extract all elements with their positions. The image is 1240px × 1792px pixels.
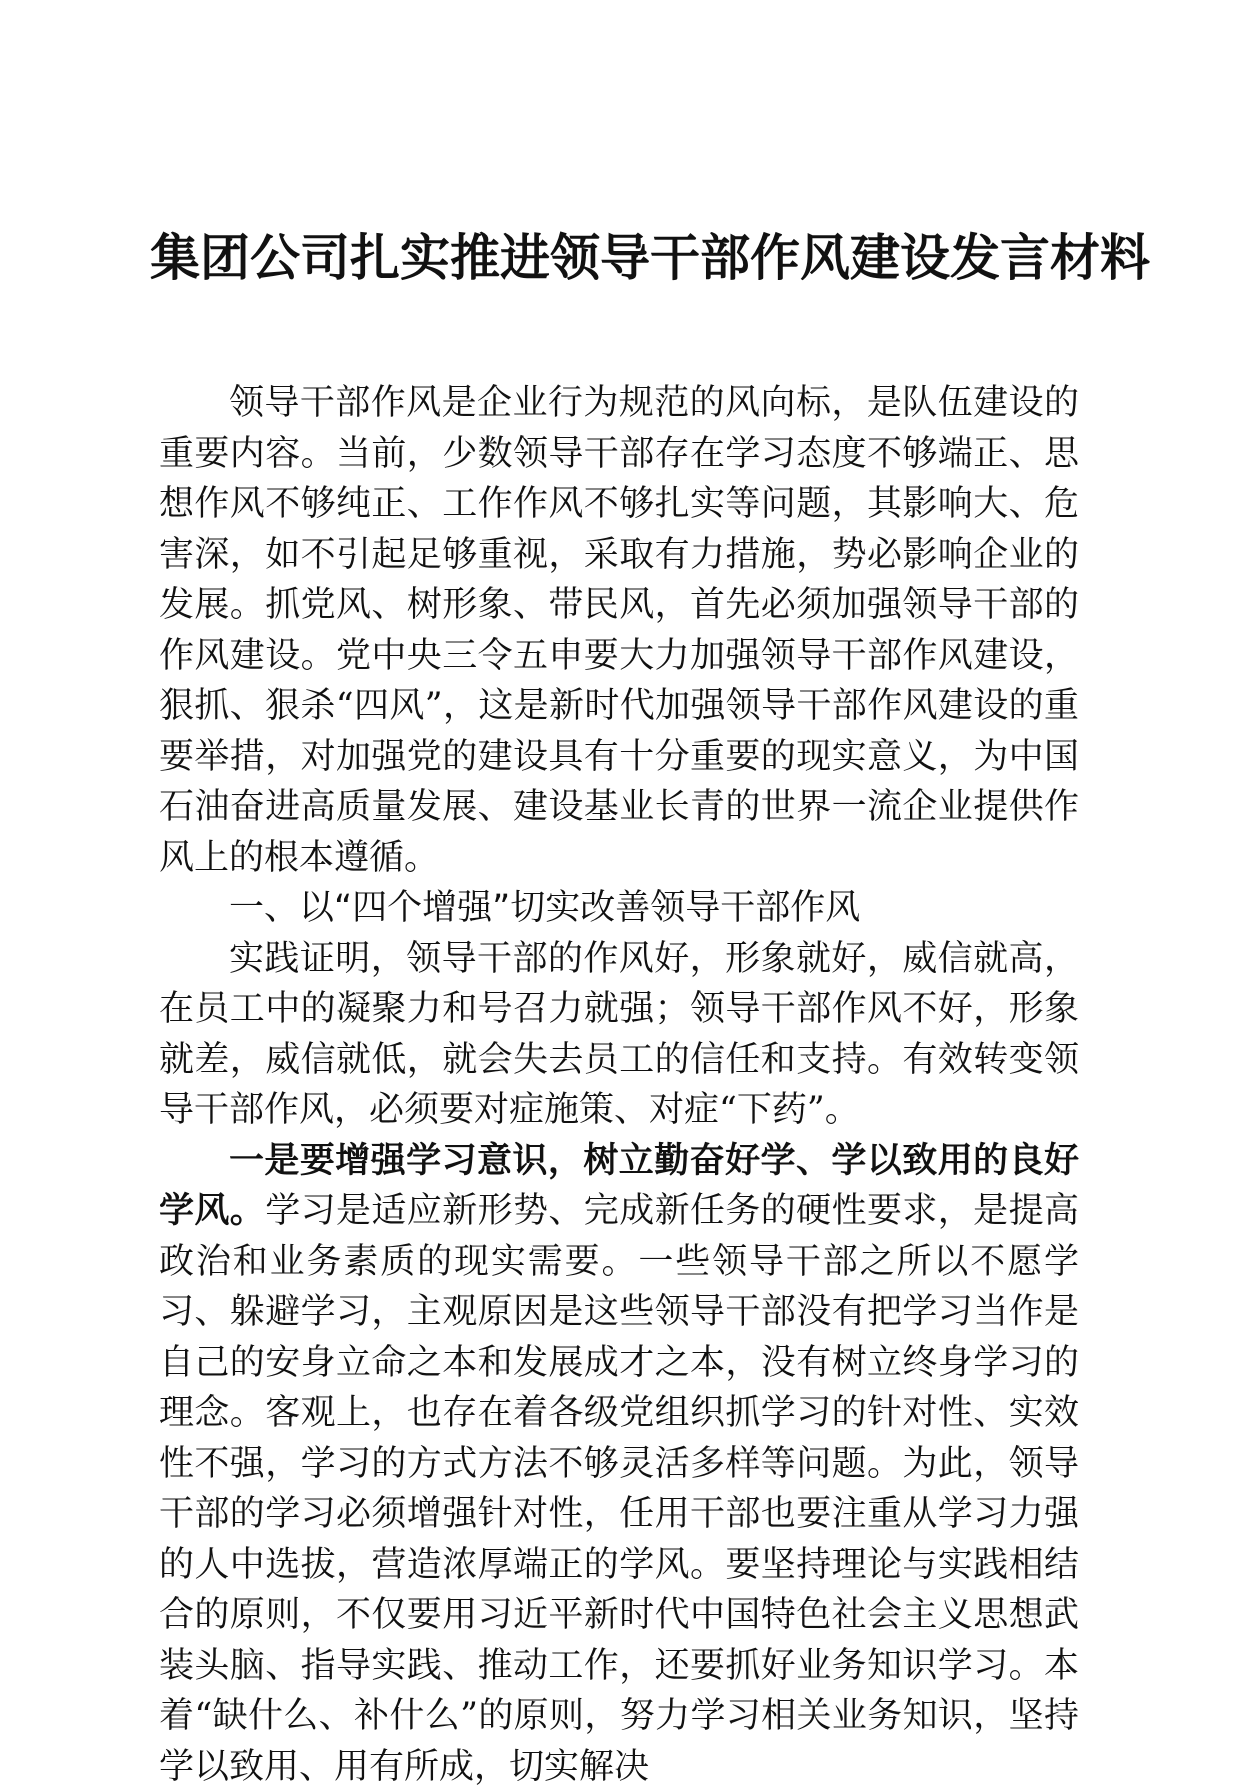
document-title: 集团公司扎实推进领导干部作风建设发言材料 <box>150 228 1090 288</box>
section-heading: 一、以“四个增强”切实改善领导干部作风 <box>159 883 1079 934</box>
intro-paragraph: 领导干部作风是企业行为规范的风向标，是队伍建设的重要内容。当前，少数领导干部存在学习态度不够端正、思想作风不够纯正、工作作风不够扎实等问题，其影响大、危害深，如不引起足够重视，采取有力措施，势必影响企业的发展。抓党风、树形象、带民风，首先必须加强领导干部的作风建设。党中央三令五申要大力加强领导干部作风建设，狠抓、狠杀“四风”，这是新时代加强领导干部作风建设的重要举措，对加强党的建设具有十分重要的现实意义，为中国石油奋进高质量发展、建设基业长青的世界一流企业提供作风上的根本遵循。 <box>159 378 1079 883</box>
section-paragraph: 实践证明，领导干部的作风好，形象就好，威信就高，在员工中的凝聚力和号召力就强；领导干部作风不好，形象就差，威信就低，就会失去员工的信任和支持。有效转变领导干部作风，必须要对症施策、对症“下药”。 <box>159 934 1079 1136</box>
point-one-text: 学习是适应新形势、完成新任务的硬性要求，是提高政治和业务素质的现实需要。一些领导干部之所以不愿学习、躲避学习，主观原因是这些领导干部没有把学习当作是自己的安身立命之本和发展成才之本，没有树立终身学习的理念。客观上，也存在着各级党组织抓学习的针对性、实效性不强，学习的方式方法不够灵活多样等问题。为此，领导干部的学习必须增强针对性，任用干部也要注重从学习力强的人中选拔，营造浓厚端正的学风。要坚持理论与实践相结合的原则，不仅要用习近平新时代中国特色社会主义思想武装头脑、指导实践、推动工作，还要抓好业务知识学习。本着“缺什么、补什么”的原则，努力学习相关业务知识，坚持学以致用、用有所成，切实解决 <box>159 1191 1079 1787</box>
point-one-paragraph <box>159 1136 1079 1792</box>
point-one-lead: 一是要增强学习意识，树立勤奋好学、学以致用的良好学风。 <box>159 1140 1079 1232</box>
document-body <box>159 378 1079 1792</box>
